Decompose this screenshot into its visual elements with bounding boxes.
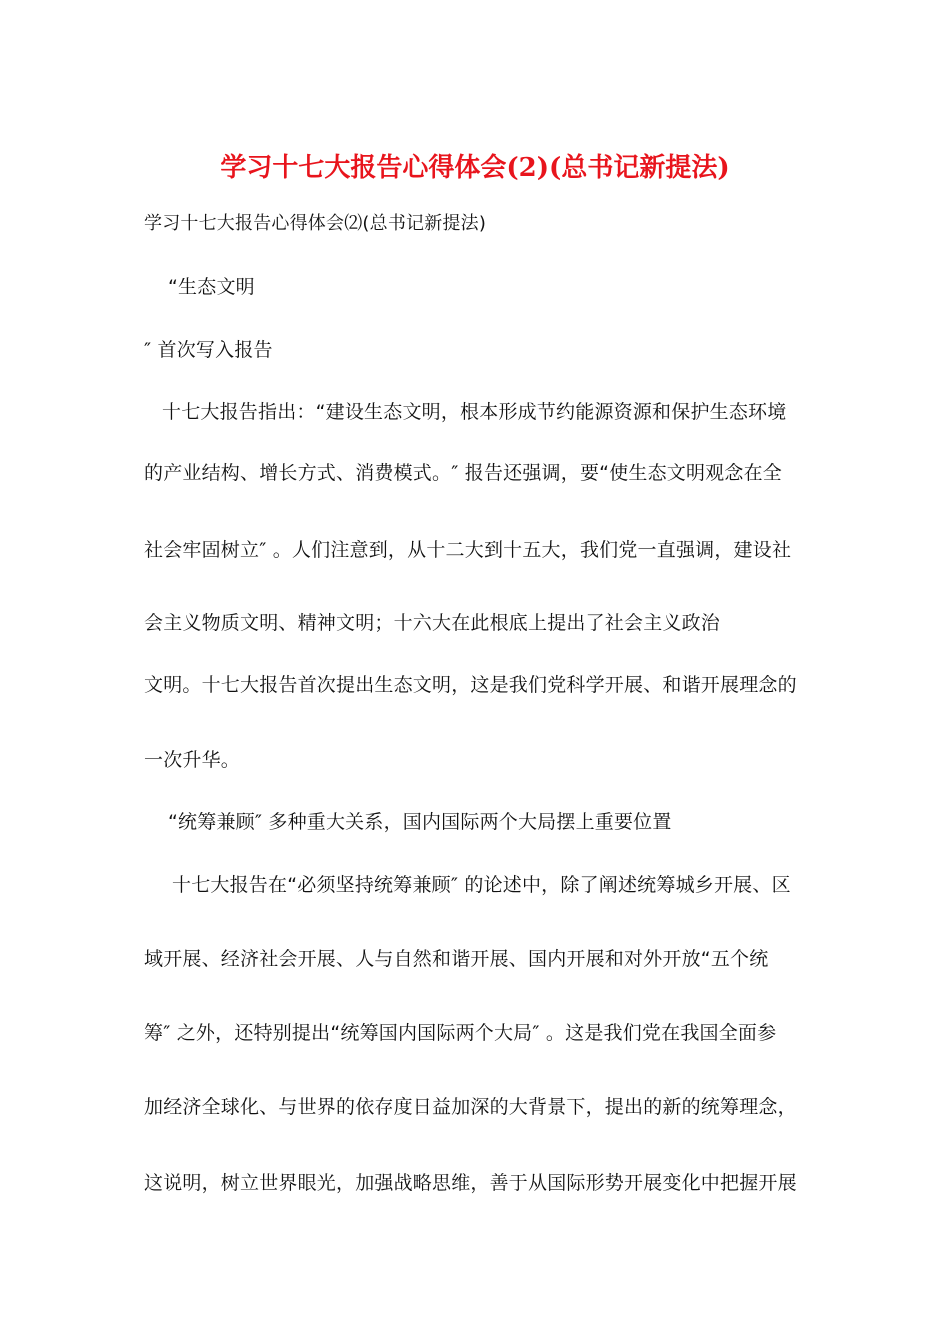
paragraph-line: 十七大报告指出：“建设生态文明，根本形成节约能源资源和保护生态环境 <box>162 401 787 423</box>
paragraph-line: ″ 首次写入报告 <box>144 339 273 361</box>
paragraph-line: 的产业结构、增长方式、消费模式。″ 报告还强调，要“使生态文明观念在全 <box>144 462 782 484</box>
paragraph-line: 域开展、经济社会开展、人与自然和谐开展、国内开展和对外开放“五个统 <box>144 948 769 970</box>
paragraph-line: 十七大报告在“必须坚持统筹兼顾″ 的论述中，除了阐述统筹城乡开展、区 <box>172 874 791 896</box>
paragraph-line: 筹″ 之外，还特别提出“统筹国内国际两个大局″ 。这是我们党在我国全面参 <box>144 1022 777 1044</box>
paragraph-line: 社会牢固树立″ 。人们注意到，从十二大到十五大，我们党一直强调，建设社 <box>144 539 792 561</box>
paragraph-line: “生态文明 <box>168 276 255 298</box>
document-subtitle: 学习十七大报告心得体会⑵(总书记新提法) <box>144 213 487 234</box>
paragraph-line: “统筹兼顾″ 多种重大关系，国内国际两个大局摆上重要位置 <box>168 811 672 833</box>
paragraph-line: 文明。十七大报告首次提出生态文明，这是我们党科学开展、和谐开展理念的 <box>144 674 797 696</box>
paragraph-line: 一次升华。 <box>144 749 241 771</box>
document-title: 学习十七大报告心得体会(2)(总书记新提法) <box>220 153 730 183</box>
paragraph-line: 会主义物质文明、精神文明；十六大在此根底上提出了社会主义政治 <box>144 612 721 634</box>
paragraph-line: 这说明，树立世界眼光，加强战略思维，善于从国际形势开展变化中把握开展 <box>144 1172 797 1194</box>
paragraph-line: 加经济全球化、与世界的依存度日益加深的大背景下，提出的新的统筹理念， <box>144 1096 797 1118</box>
